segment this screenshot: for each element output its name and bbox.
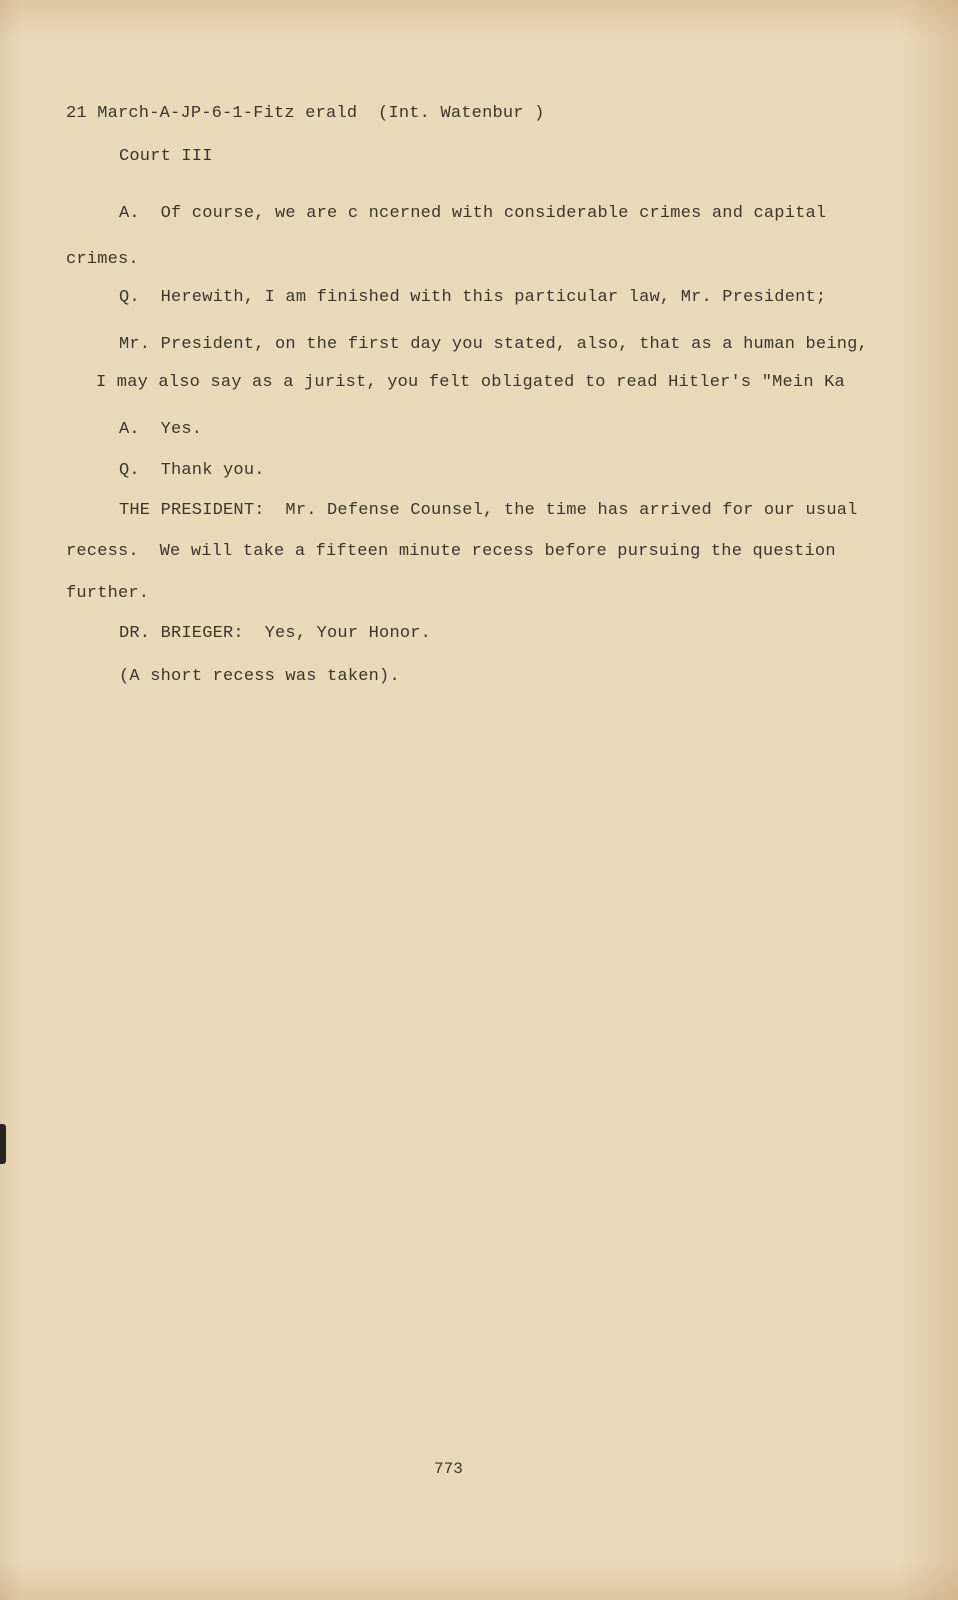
- transcript-line: Mr. President, on the first day you stated, also, that as a human being,: [119, 335, 868, 354]
- transcript-line: A. Of course, we are c ncerned with considerable crimes and capital: [119, 204, 827, 223]
- page-number: 773: [434, 1460, 463, 1478]
- transcript-line: (A short recess was taken).: [119, 667, 400, 686]
- transcript-line: recess. We will take a fifteen minute recess before pursuing the question: [66, 542, 836, 561]
- transcript-line: crimes.: [66, 250, 139, 269]
- transcript-line: Q. Thank you.: [119, 461, 265, 480]
- transcript-line: I may also say as a jurist, you felt obligated to read Hitler's "Mein Ka: [96, 373, 845, 392]
- binding-mark: [0, 1124, 6, 1164]
- transcript-line: THE PRESIDENT: Mr. Defense Counsel, the time has arrived for our usual: [119, 501, 858, 520]
- court-label: Court III: [119, 147, 213, 166]
- document-header: 21 March-A-JP-6-1-Fitz erald (Int. Watenbur ): [66, 104, 545, 123]
- transcript-line: A. Yes.: [119, 420, 203, 439]
- transcript-line: DR. BRIEGER: Yes, Your Honor.: [119, 624, 432, 643]
- transcript-line: further.: [66, 584, 150, 603]
- transcript-line: Q. Herewith, I am finished with this particular law, Mr. President;: [119, 288, 827, 307]
